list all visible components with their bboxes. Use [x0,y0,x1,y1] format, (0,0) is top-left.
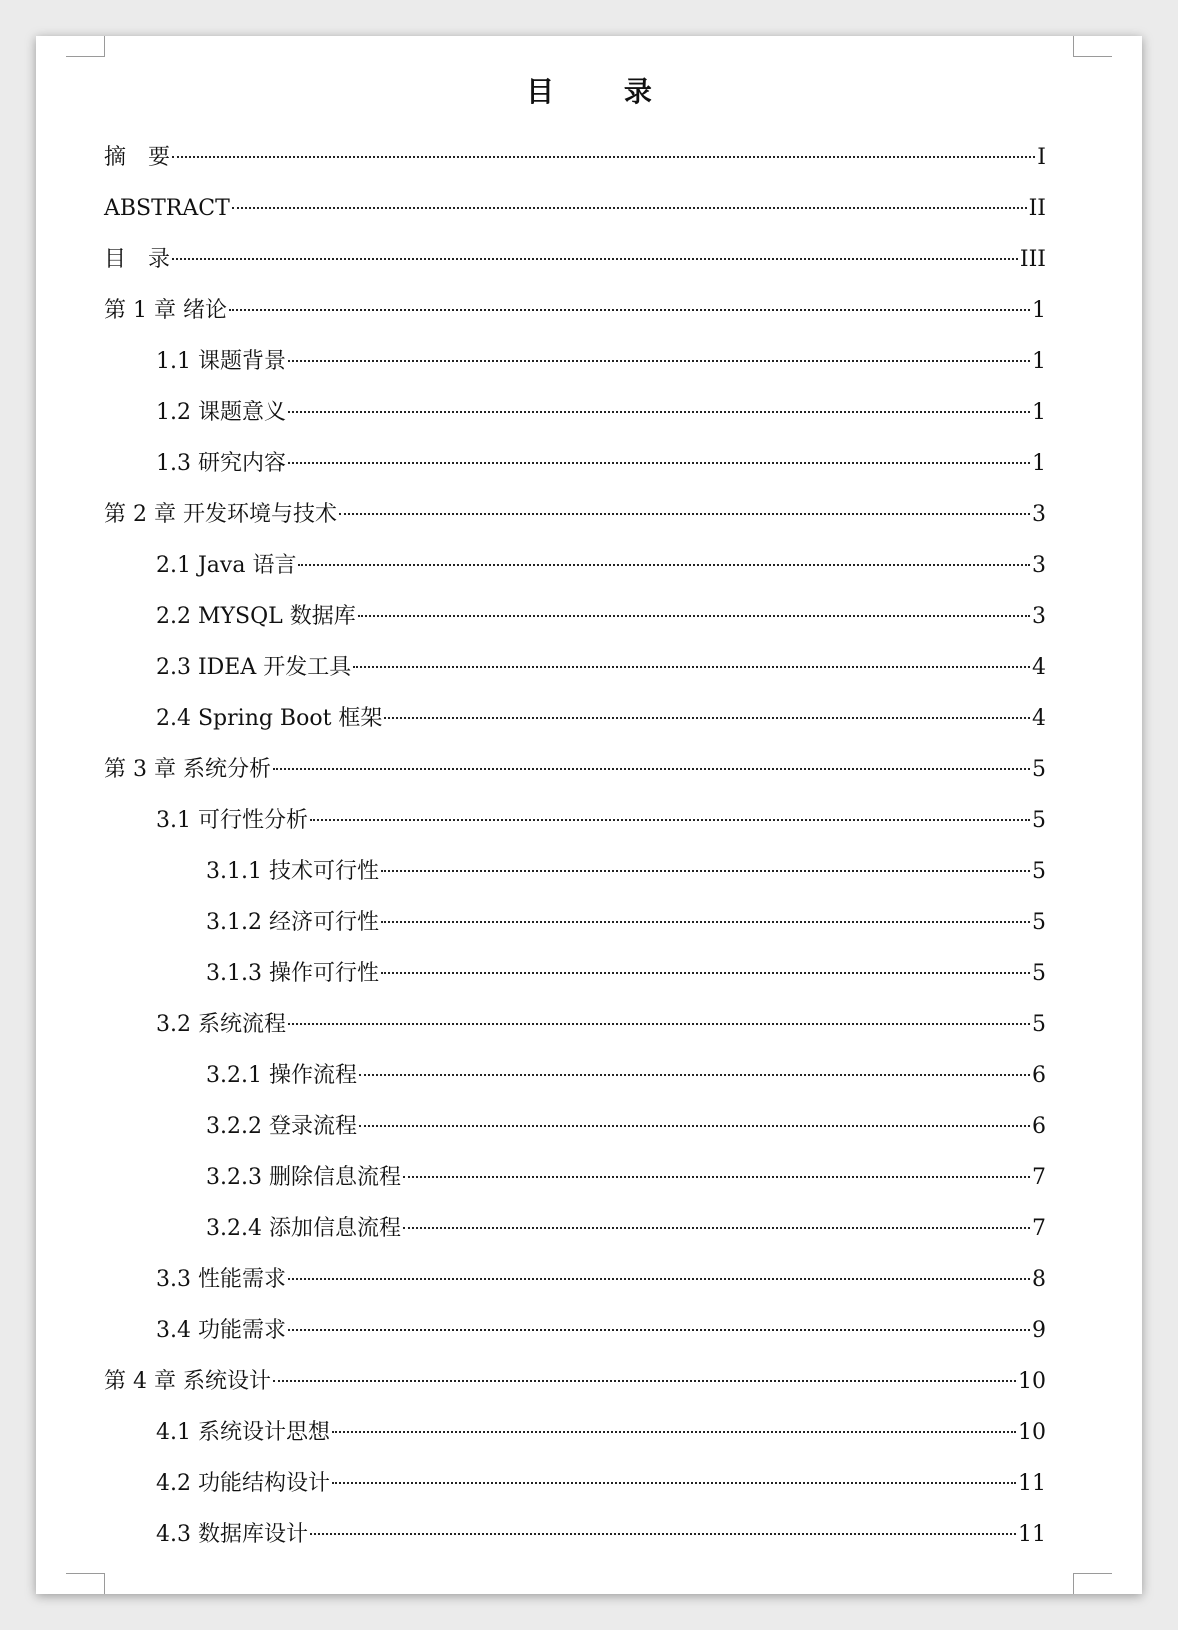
toc-entry[interactable] [104,234,1046,285]
toc-leader-dots [273,1380,1016,1382]
toc-entry-page: 11 [1018,1471,1046,1496]
toc-entry-page: 5 [1032,859,1046,884]
toc-entry-label: 3.1.1 技术可行性 [206,859,379,884]
toc-entry-page: 6 [1032,1114,1046,1139]
toc-leader-dots [288,1329,1030,1331]
toc-entry-label: 第 2 章 开发环境与技术 [104,502,337,527]
toc-entry-page: 7 [1032,1165,1046,1190]
toc-leader-dots [381,921,1030,923]
toc-leader-dots [332,1482,1016,1484]
toc-leader-dots [353,666,1030,668]
toc-entry-label: 3.1.2 经济可行性 [206,910,379,935]
crop-mark-top-left [66,36,105,57]
toc-leader-dots [288,411,1030,413]
toc-entry[interactable] [104,795,1046,846]
toc-entry-label: 3.2.1 操作流程 [206,1063,357,1088]
toc-entry-label: 2.4 Spring Boot 框架 [156,706,383,731]
toc-leader-dots [288,462,1030,464]
toc-entry[interactable] [104,999,1046,1050]
toc-leader-dots [229,309,1030,311]
toc-entry[interactable] [104,948,1046,999]
toc-entry[interactable] [104,540,1046,591]
toc-entry-label: 3.1.3 操作可行性 [206,961,379,986]
toc-entry[interactable] [104,1152,1046,1203]
toc-leader-dots [310,819,1030,821]
toc-entry-page: 4 [1032,655,1046,680]
toc-leader-dots [288,1278,1030,1280]
toc-entry[interactable] [104,1458,1046,1509]
toc-entry-page: 1 [1032,349,1046,374]
toc-entry-label: 3.2.3 删除信息流程 [206,1165,401,1190]
toc-leader-dots [359,1074,1030,1076]
toc-entry-label: 4.2 功能结构设计 [156,1471,330,1496]
toc-entry-page: 1 [1032,451,1046,476]
toc-entry-page: 8 [1032,1267,1046,1292]
toc-entry-label: 第 3 章 系统分析 [104,757,271,782]
toc-entry-label: 1.2 课题意义 [156,400,286,425]
toc-leader-dots [381,972,1030,974]
toc-entry-page: 4 [1032,706,1046,731]
toc-entry-label: 3.2.2 登录流程 [206,1114,357,1139]
toc-entry[interactable] [104,1203,1046,1254]
toc-leader-dots [403,1227,1030,1229]
toc-entry[interactable] [104,132,1046,183]
toc-entry-page: II [1028,196,1046,221]
toc-leader-dots [273,768,1030,770]
toc-entry-label: 1.1 课题背景 [156,349,286,374]
toc-entry-label: 4.1 系统设计思想 [156,1420,330,1445]
toc-entry-page: 5 [1032,757,1046,782]
crop-mark-bottom-left [66,1573,105,1594]
toc-title: 目 录 [526,75,682,108]
toc-entry-page: 6 [1032,1063,1046,1088]
toc-entry-page: 5 [1032,808,1046,833]
toc-leader-dots [358,615,1030,617]
toc-entry-page: 5 [1032,910,1046,935]
toc-entry-label: 3.4 功能需求 [156,1318,286,1343]
toc-entry[interactable] [104,1050,1046,1101]
toc-entry-label: 2.3 IDEA 开发工具 [156,655,352,680]
toc-entry-label: 摘 要 [104,145,171,170]
toc-entry[interactable] [104,1509,1046,1560]
toc-entry[interactable] [104,591,1046,642]
toc-entry-page: III [1019,247,1046,272]
toc-leader-dots [381,870,1030,872]
toc-entry[interactable] [104,1101,1046,1152]
toc-entry-page: I [1037,145,1046,170]
toc-entry[interactable] [104,693,1046,744]
toc-leader-dots [403,1176,1030,1178]
toc-entry-page: 5 [1032,961,1046,986]
toc-entry-label: 4.3 数据库设计 [156,1522,308,1547]
toc-entry-label: 目 录 [104,247,171,272]
toc-entry[interactable] [104,744,1046,795]
toc-entry[interactable] [104,1254,1046,1305]
toc-entry-label: 1.3 研究内容 [156,451,286,476]
toc-leader-dots [172,258,1018,260]
toc-entry-page: 5 [1032,1012,1046,1037]
toc-leader-dots [288,360,1030,362]
toc-entry[interactable] [104,1305,1046,1356]
toc-list [104,132,1046,1560]
crop-mark-bottom-right [1073,1573,1112,1594]
toc-entry[interactable] [104,336,1046,387]
toc-entry-label: ABSTRACT [104,196,230,221]
toc-entry-page: 3 [1032,553,1046,578]
toc-entry[interactable] [104,285,1046,336]
crop-mark-top-right [1073,36,1112,57]
toc-leader-dots [298,564,1030,566]
toc-entry[interactable] [104,183,1046,234]
toc-entry-label: 3.2.4 添加信息流程 [206,1216,401,1241]
toc-entry[interactable] [104,387,1046,438]
toc-leader-dots [384,717,1030,719]
toc-leader-dots [310,1533,1016,1535]
toc-entry-label: 2.2 MYSQL 数据库 [156,604,356,629]
toc-entry[interactable] [104,489,1046,540]
toc-entry-label: 3.3 性能需求 [156,1267,286,1292]
toc-entry[interactable] [104,897,1046,948]
toc-entry-label: 3.1 可行性分析 [156,808,308,833]
toc-entry[interactable] [104,1356,1046,1407]
toc-entry-label: 3.2 系统流程 [156,1012,286,1037]
toc-entry-page: 9 [1032,1318,1046,1343]
toc-entry-page: 11 [1018,1522,1046,1547]
toc-entry[interactable] [104,1407,1046,1458]
toc-entry-label: 2.1 Java 语言 [156,553,297,578]
toc-leader-dots [332,1431,1016,1433]
toc-leader-dots [172,156,1035,158]
toc-leader-dots [288,1023,1030,1025]
toc-entry-page: 3 [1032,502,1046,527]
toc-entry-label: 第 1 章 绪论 [104,298,227,323]
document-page [36,36,1142,1594]
toc-entry[interactable] [104,846,1046,897]
toc-leader-dots [232,207,1027,209]
toc-entry-page: 1 [1032,298,1046,323]
toc-entry-page: 10 [1018,1369,1046,1394]
toc-entry-label: 第 4 章 系统设计 [104,1369,271,1394]
toc-entry[interactable] [104,642,1046,693]
toc-entry[interactable] [104,438,1046,489]
toc-leader-dots [339,513,1030,515]
toc-entry-page: 3 [1032,604,1046,629]
toc-entry-page: 7 [1032,1216,1046,1241]
toc-entry-page: 1 [1032,400,1046,425]
toc-leader-dots [359,1125,1030,1127]
toc-entry-page: 10 [1018,1420,1046,1445]
